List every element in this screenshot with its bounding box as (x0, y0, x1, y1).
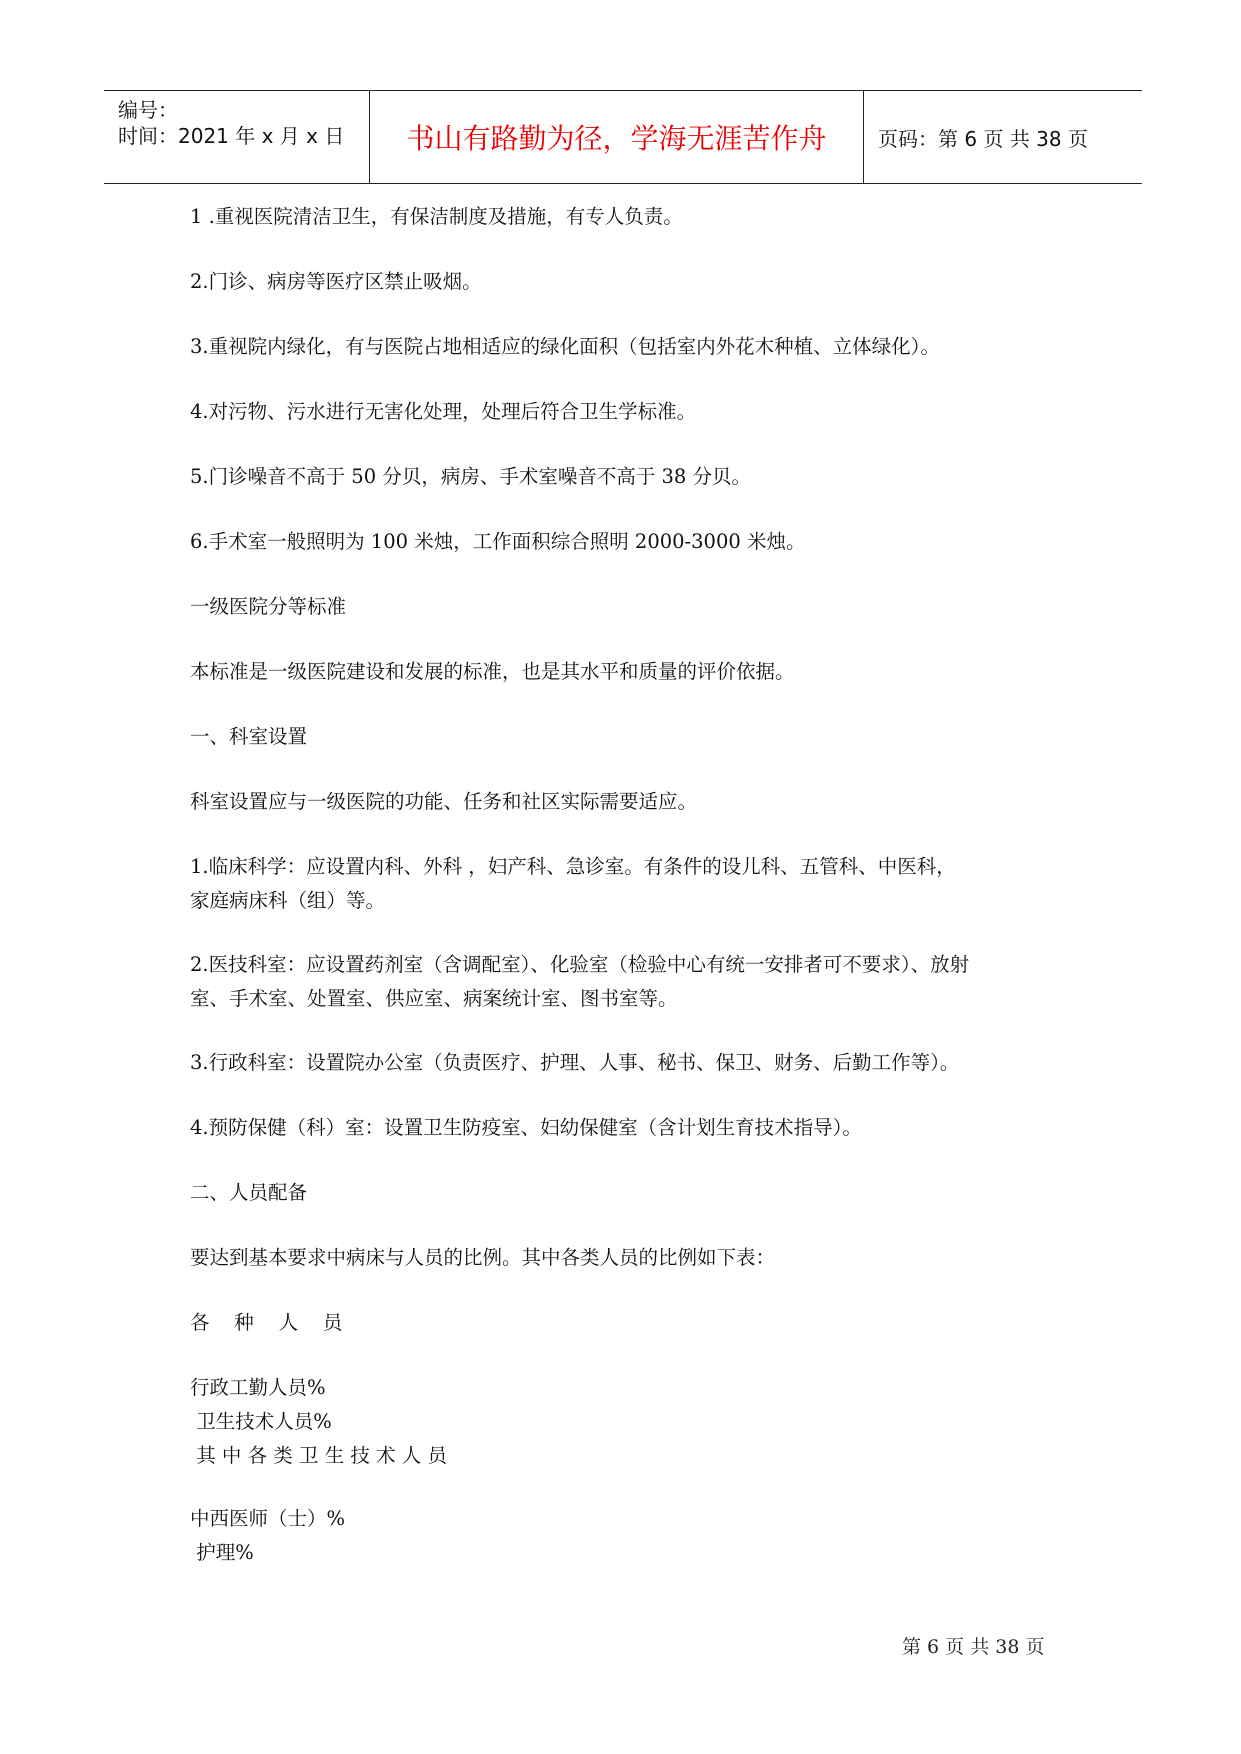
paragraph: 4.对污物、污水进行无害化处理，处理后符合卫生学标准。 (190, 400, 697, 423)
paragraph: 4.预防保健（科）室：设置卫生防疫室、妇幼保健室（含计划生育技术指导）。 (190, 1116, 862, 1139)
paragraph: 本标准是一级医院建设和发展的标准，也是其水平和质量的评价依据。 (190, 660, 795, 683)
document-time-label: 时间：2021 年 x 月 x 日 (118, 124, 345, 148)
section-title: 一级医院分等标准 (190, 595, 347, 618)
table-rows: 行政工勤人员% 卫生技术人员% 其 中 各 类 卫 生 技 术 人 员 (190, 1376, 447, 1467)
paragraph: 2.门诊、病房等医疗区禁止吸烟。 (190, 270, 482, 293)
header-page-label: 页码：第 6 页 共 38 页 (878, 126, 1088, 151)
table-rows: 中西医师（士）% 护理% (190, 1507, 346, 1564)
section-heading: 二、人员配备 (190, 1181, 308, 1204)
document-header (104, 90, 1142, 184)
paragraph: 要达到基本要求中病床与人员的比例。其中各类人员的比例如下表： (190, 1246, 776, 1269)
paragraph: 1.临床科学：应设置内科、外科 ，妇产科、急诊室。有条件的设儿科、五管科、中医科， 家庭病床科（组）等。 (190, 855, 956, 912)
paragraph: 3.重视院内绿化，有与医院占地相适应的绿化面积（包括室内外花木种植、立体绿化）。 (190, 335, 940, 358)
paragraph: 2.医技科室：应设置药剂室（含调配室）、化验室（检验中心有统一安排者可不要求）、放射 室、手术室、处置室、供应室、病案统计室、图书室等。 (190, 953, 970, 1010)
header-left-cell (104, 91, 370, 183)
table-caption: 各 种 人 员 (190, 1311, 343, 1334)
paragraph: 3.行政科室：设置院办公室（负责医疗、护理、人事、秘书、保卫、财务、后勤工作等）。 (190, 1051, 960, 1074)
paragraph: 科室设置应与一级医院的功能、任务和社区实际需要适应。 (190, 790, 698, 813)
header-motto: 书山有路勤为径，学海无涯苦作舟 (370, 91, 864, 183)
paragraph: 6.手术室一般照明为 100 米烛，工作面积综合照明 2000-3000 米烛。 (190, 530, 806, 553)
document-number-label: 编号： (118, 98, 178, 122)
paragraph: 1 .重视医院清洁卫生，有保洁制度及措施，有专人负责。 (190, 205, 683, 228)
paragraph: 5.门诊噪音不高于 50 分贝，病房、手术室噪音不高于 38 分贝。 (190, 465, 752, 488)
section-heading: 一、科室设置 (190, 725, 308, 748)
page-footer: 第 6 页 共 38 页 (902, 1636, 1045, 1658)
